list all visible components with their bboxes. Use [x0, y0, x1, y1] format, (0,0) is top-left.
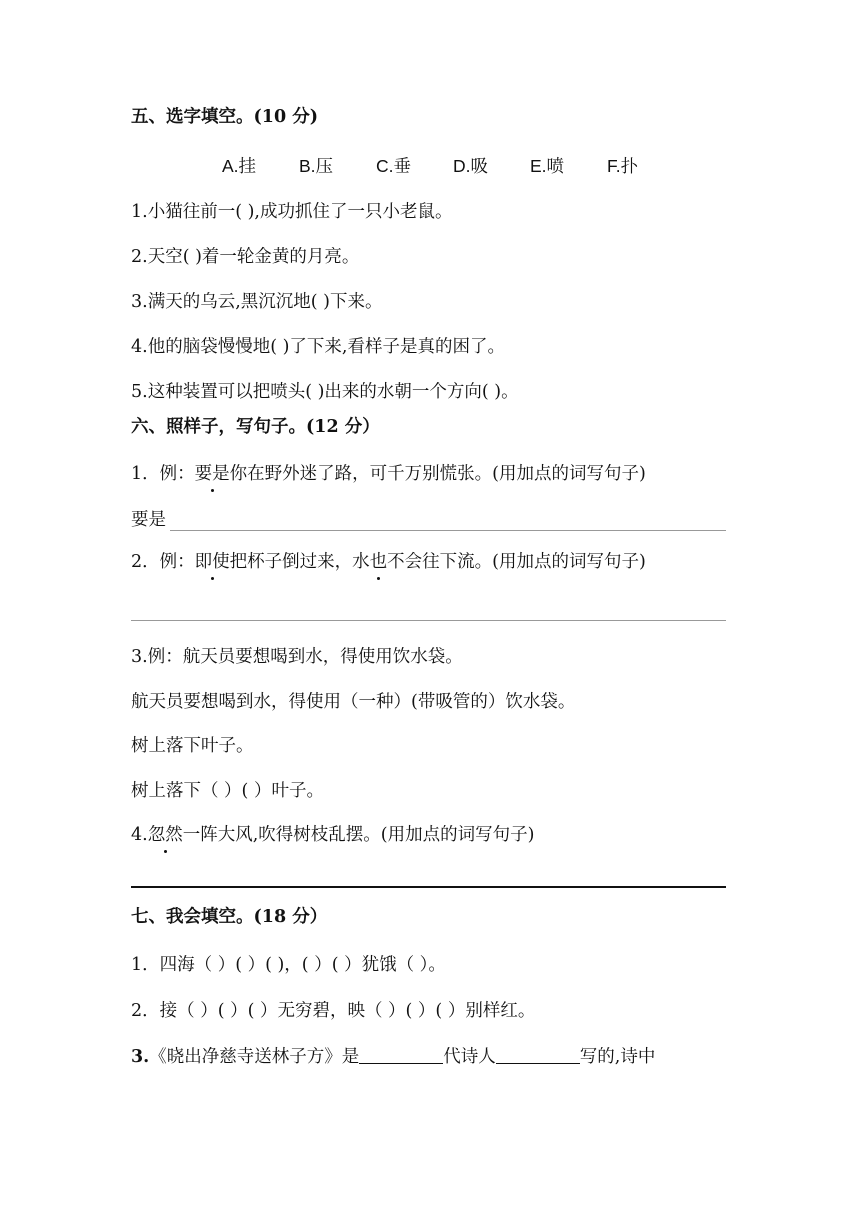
s6-question-2 [131, 550, 646, 574]
dotted-word: 即使 [194, 552, 230, 572]
answer-line-4[interactable] [131, 886, 726, 888]
option-c: C.垂 [376, 156, 411, 176]
s7-question-1: 1．四海（ ）( ）( )，( ）( ）犹饿（ ）。 [131, 955, 446, 975]
dotted-word: 也 [369, 552, 388, 572]
option-e: E.喷 [530, 156, 565, 176]
q3-text-b: 代诗人 [443, 1047, 496, 1067]
q3-text-a: 《晓出净慈寺送林子方》是 [149, 1047, 360, 1067]
s5-question-3: 3.满天的乌云,黑沉沉地( )下来。 [131, 292, 383, 312]
s5-question-5: 5.这种装置可以把喷头( )出来的水朝一个方向( )。 [131, 382, 519, 402]
section-7-title: 七、我会填空。(18 分） [131, 907, 328, 927]
q3-number: 3. [131, 1047, 150, 1067]
q2-prefix: 2．例： [131, 552, 195, 572]
q2-mid: 把杯子倒过来，水 [229, 552, 370, 572]
s6-question-4 [131, 823, 534, 847]
option-a: A.挂 [222, 156, 257, 176]
s5-question-4: 4.他的脑袋慢慢地( )了下来,看样子是真的困了。 [131, 337, 505, 357]
blank-poet[interactable] [496, 1045, 580, 1064]
option-b: B.压 [299, 156, 334, 176]
answer-line-2[interactable] [131, 620, 726, 621]
s5-question-2: 2.天空( )着一轮金黄的月亮。 [131, 247, 360, 267]
s7-question-2: 2．接（ ）( ）( ）无穷碧，映（ ）( ）( ）别样红。 [131, 1001, 536, 1021]
s6-answer-1-prefix: 要是 [131, 510, 166, 530]
dotted-word: 要是 [194, 464, 230, 484]
s7-question-3 [131, 1045, 655, 1069]
option-f: F.扑 [607, 156, 639, 176]
s6-question-3-model: 航天员要想喝到水，得使用（一种）(带吸管的）饮水袋。 [131, 692, 576, 712]
s6-question-3-fill: 树上落下（ ）( ）叶子。 [131, 781, 324, 801]
s6-question-1 [131, 462, 646, 486]
section-5-title: 五、选字填空。(10 分) [131, 107, 319, 127]
answer-line-1[interactable] [170, 530, 726, 531]
q4-text: 一阵大风,吹得树枝乱摆。(用加点的词写句子) [182, 825, 535, 845]
option-d: D.吸 [453, 156, 488, 176]
s5-question-1: 1.小猫往前一( ),成功抓住了一只小老鼠。 [131, 202, 453, 222]
q1-prefix: 1．例： [131, 464, 195, 484]
s6-question-3-sentence: 树上落下叶子。 [131, 736, 254, 756]
section-6-title: 六、照样子，写句子。(12 分） [131, 417, 380, 437]
q1-text: 你在野外迷了路，可千万别慌张。(用加点的词写句子) [229, 464, 646, 484]
q2-text: 不会往下流。(用加点的词写句子) [387, 552, 646, 572]
q3-text-c: 写的,诗中 [579, 1047, 656, 1067]
q4-prefix: 4. [131, 825, 148, 845]
blank-dynasty[interactable] [359, 1045, 443, 1064]
s6-question-3-example: 3.例：航天员要想喝到水，得使用饮水袋。 [131, 647, 463, 667]
dotted-word: 忽然 [147, 825, 183, 845]
